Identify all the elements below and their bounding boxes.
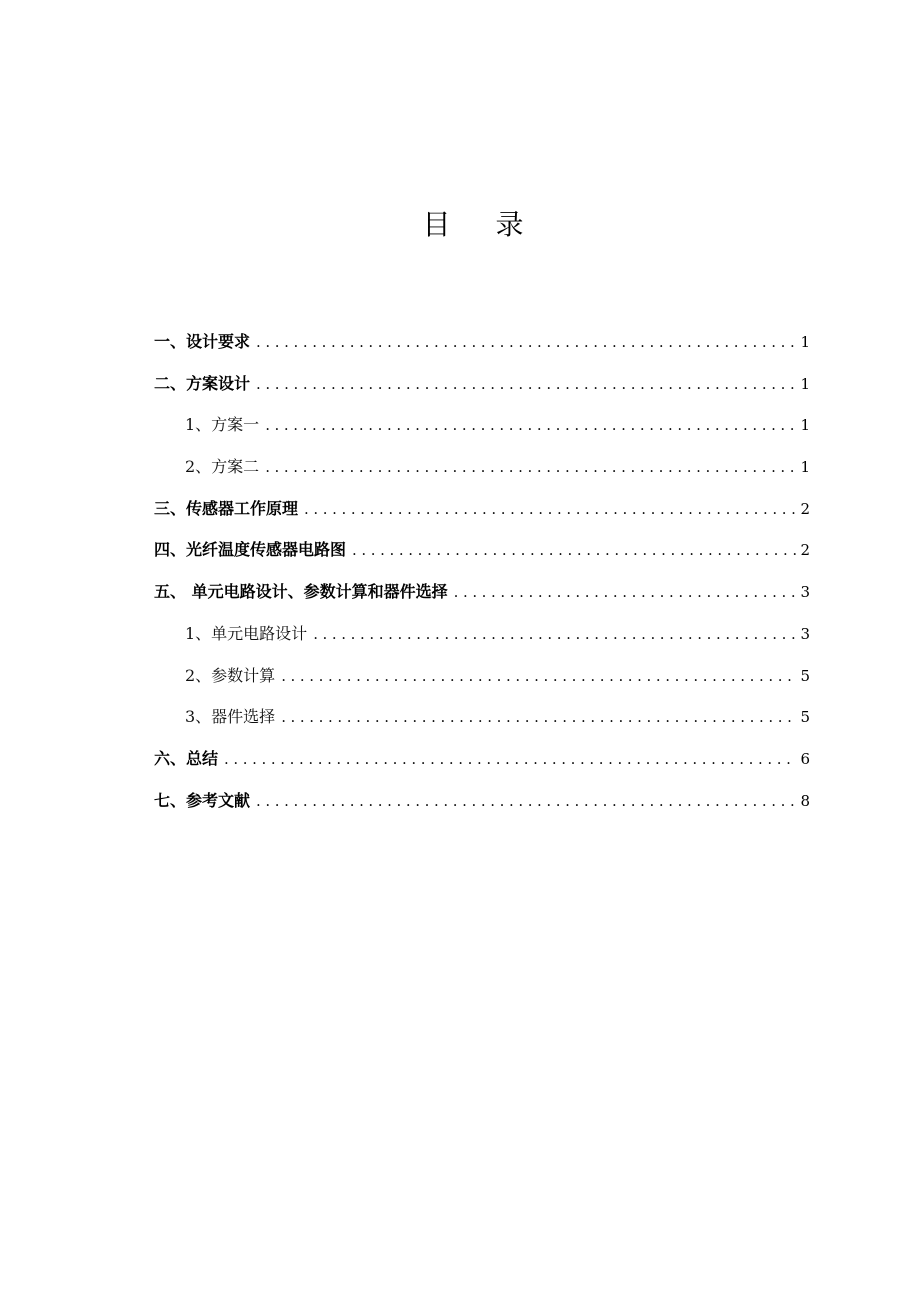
toc-entry[interactable] (154, 363, 810, 405)
toc-entry-text: 三、传感器工作原理 (154, 498, 299, 518)
toc-entry[interactable] (154, 529, 810, 571)
toc-entry[interactable] (154, 571, 810, 613)
toc-entry[interactable] (154, 488, 810, 530)
dot-leader (256, 781, 796, 822)
toc-entry-text: 四、光纤温度传感器电路图 (154, 540, 347, 560)
toc-entry-page: 6 (800, 749, 810, 768)
toc-title: 目 录 (422, 208, 542, 241)
dot-leader (313, 614, 796, 655)
dot-leader (256, 322, 796, 363)
dot-leader (304, 489, 796, 530)
toc-subentry[interactable] (154, 696, 810, 738)
toc-entry-text: 一、设计要求 (154, 332, 251, 351)
toc-subentry[interactable] (154, 613, 810, 655)
dot-leader (265, 447, 796, 488)
toc-subentry[interactable] (154, 655, 810, 697)
toc-entry-text: 1、单元电路设计 (185, 623, 308, 643)
toc-entry-page: 8 (800, 791, 810, 810)
toc-entry-text: 1、方案一 (185, 415, 260, 435)
toc-entry-text: 3、器件选择 (185, 707, 276, 727)
toc-entry-page: 2 (800, 499, 810, 518)
toc-entry-page: 2 (800, 541, 810, 560)
dot-leader (224, 739, 796, 780)
toc-entry-text: 五、 单元电路设计、参数计算和器件选择 (154, 582, 448, 602)
toc-entry[interactable] (154, 780, 810, 822)
toc-entry-page: 1 (800, 374, 810, 393)
toc-entry-text: 六、总结 (154, 748, 219, 768)
toc-entry-page: 3 (800, 624, 810, 643)
toc-entry-page: 5 (800, 708, 810, 727)
toc-entry-page: 1 (800, 416, 810, 435)
dot-leader (454, 572, 797, 613)
toc-subentry[interactable] (154, 404, 810, 446)
toc-entry[interactable] (154, 738, 810, 780)
dot-leader (265, 405, 796, 446)
toc-subentry[interactable] (154, 446, 810, 488)
toc-entry-page: 3 (800, 583, 810, 602)
toc-entry-text: 2、方案二 (185, 457, 260, 477)
table-of-contents (154, 321, 810, 821)
toc-entry[interactable] (154, 321, 810, 363)
dot-leader (256, 364, 796, 405)
dot-leader (352, 530, 796, 571)
toc-entry-page: 5 (800, 666, 810, 685)
toc-entry-text: 七、参考文献 (154, 790, 251, 810)
toc-entry-page: 1 (800, 333, 810, 351)
dot-leader (281, 656, 796, 697)
toc-entry-text: 2、参数计算 (185, 665, 276, 685)
toc-entry-page: 1 (800, 458, 810, 477)
dot-leader (281, 697, 796, 738)
toc-entry-text: 二、方案设计 (154, 373, 251, 393)
